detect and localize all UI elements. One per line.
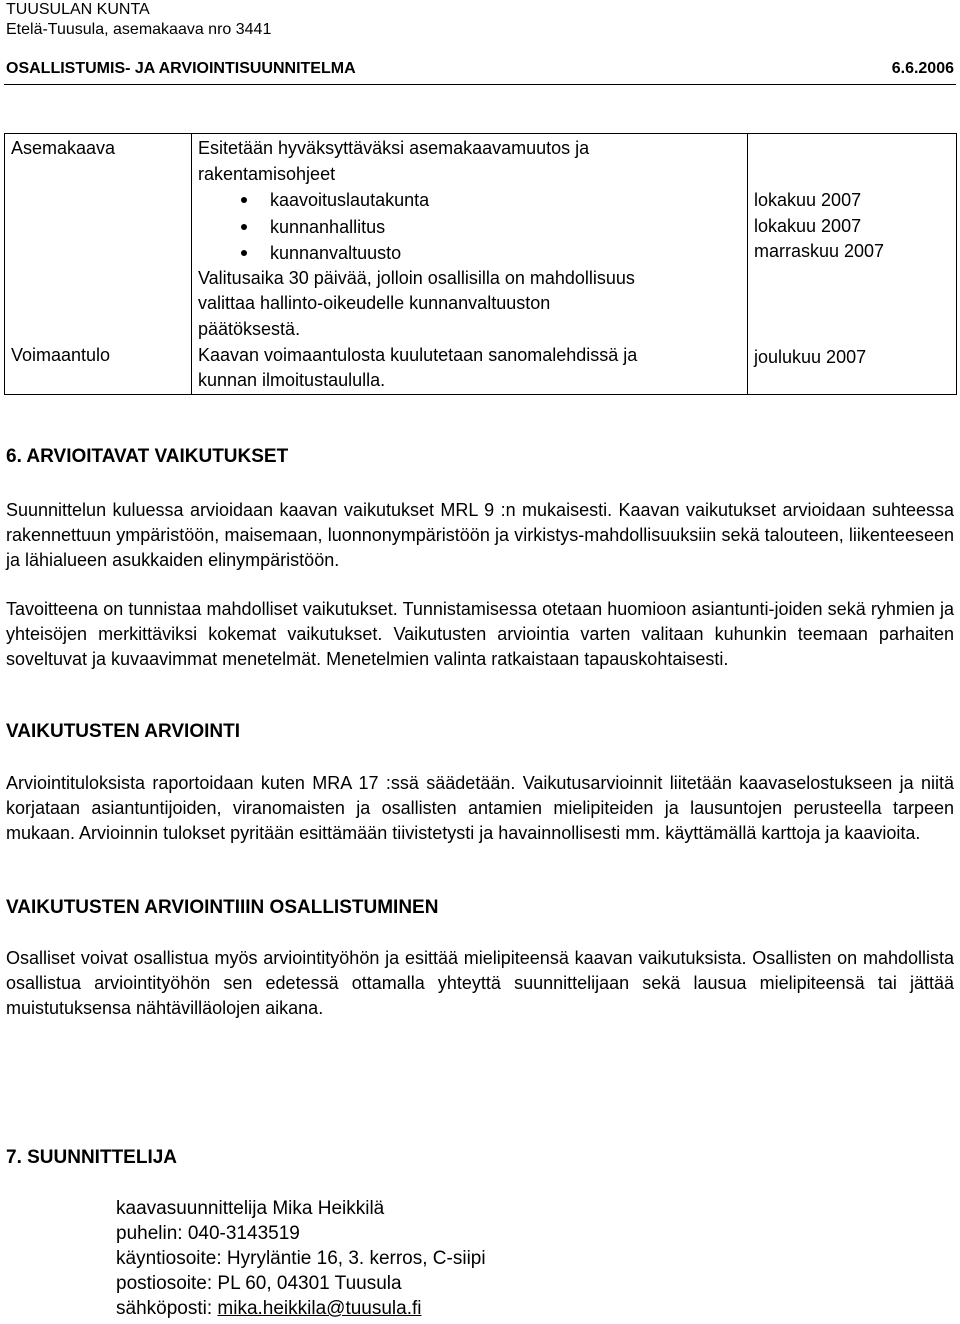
section6-paragraph1: Suunnittelun kuluessa arvioidaan kaavan vaikutukset MRL 9 :n mukaisesti. Kaavan vaikutukset arvioidaan suhteessa rakennettuun ympäristöön, maisemaan, luonnonympäristöön ja virkistys-mahdollisuuksiin sekä talouteen, liikenteeseen ja lähialueen asukkaiden elinympäristöön. [6,500,954,570]
voima-date: joulukuu 2007 [754,347,867,367]
bullet-icon [241,224,247,230]
desc-line1: Esitetään hyväksyttäväksi asemakaavamuutos ja [198,138,590,158]
osallistuminen-paragraph: Osalliset voivat osallistua myös arviointityöhön ja esittää mielipiteensä kaavan vaikutuksista. Osallisten on mahdollista osallistua arviointityöhön sen edetessä ottamalla yhteyttä suunnittelijaan sekä lausua mielipiteensä tai jättää muistutuksensa nähtävilläolojen aikana. [6,948,954,1018]
schedule-date-cell [748,134,957,395]
org-name: TUUSULAN KUNTA [6,1,150,18]
schedule-desc-cell [192,134,748,395]
doc-date: 6.6.2006 [891,60,954,77]
header-rule [4,84,956,85]
email-prefix: sähköposti: [116,1298,218,1319]
valitus-line3: päätöksestä. [198,319,301,339]
bullet-item: kunnanhallitus [270,217,386,237]
osallistuminen-heading: VAIKUTUSTEN ARVIOINTIIIN OSALLISTUMINEN [6,897,439,918]
contact-email-row [116,1296,422,1321]
contact-name: kaavasuunnittelija Mika Heikkilä [116,1198,385,1219]
date-item: lokakuu 2007 [754,190,862,210]
contact-visit-address: käyntiosoite: Hyryläntie 16, 3. kerros, C-siipi [116,1248,486,1269]
email-link[interactable]: mika.heikkila@tuusula.fi [217,1298,422,1319]
arviointi-paragraph: Arviointituloksista raportoidaan kuten MRA 17 :ssä säädetään. Vaikutusarvioinnit liitetään kaavaselostukseen ja niitä korjataan asiantuntijoiden, viranomaisten ja osallisten antamien mielipiteiden ja lausuntojen perusteella tarpeen mukaan. Arvioinnin tulokset pyritään esittämään tiivistetysti ja havainnollisesti mm. käyttämällä karttoja ja kaavioita. [6,773,954,843]
asemakaava-label: Asemakaava [11,138,116,158]
valitus-line2: valittaa hallinto-oikeudelle kunnanvaltuuston [198,293,551,313]
voima-line2: kunnan ilmoitustaululla. [198,370,386,390]
schedule-table [4,133,957,395]
section6-paragraph2: Tavoitteena on tunnistaa mahdolliset vaikutukset. Tunnistamisessa otetaan huomioon asiantunti-joiden sekä ryhmien ja yhteisöjen merkittäviksi kokemat vaikutukset. Vaikutusten arviointia varten valitaan kuhunkin teemaan parhaiten soveltuvat ja kuvaavimmat menetelmät. Menetelmien valinta ratkaistaan tapauskohtaisesti. [6,599,954,669]
section6-heading: 6. ARVIOITAVAT VAIKUTUKSET [6,446,289,467]
voima-line1: Kaavan voimaantulosta kuulutetaan sanomalehdissä ja [198,345,638,365]
section7-heading: 7. SUUNNITTELIJA [6,1147,178,1168]
voimaantulo-label: Voimaantulo [11,345,111,365]
doc-title-row [6,60,954,78]
bullet-icon [241,250,247,256]
valitus-line1: Valitusaika 30 päivää, jolloin osallisilla on mahdollisuus [198,268,635,288]
date-item: lokakuu 2007 [754,216,862,236]
plan-subtitle: Etelä-Tuusula, asemakaava nro 3441 [6,21,272,38]
bullet-item: kaavoituslautakunta [270,190,430,210]
arviointi-heading: VAIKUTUSTEN ARVIOINTI [6,721,240,742]
bullet-icon [241,197,247,203]
desc-line2: rakentamisohjeet [198,164,336,184]
schedule-label-cell [5,134,192,395]
contact-phone: puhelin: 040-3143519 [116,1223,300,1244]
date-item: marraskuu 2007 [754,241,885,261]
bullet-item: kunnanvaltuusto [270,243,402,263]
doc-title: OSALLISTUMIS- JA ARVIOINTISUUNNITELMA [6,60,356,77]
contact-post-address: postiosoite: PL 60, 04301 Tuusula [116,1273,402,1294]
